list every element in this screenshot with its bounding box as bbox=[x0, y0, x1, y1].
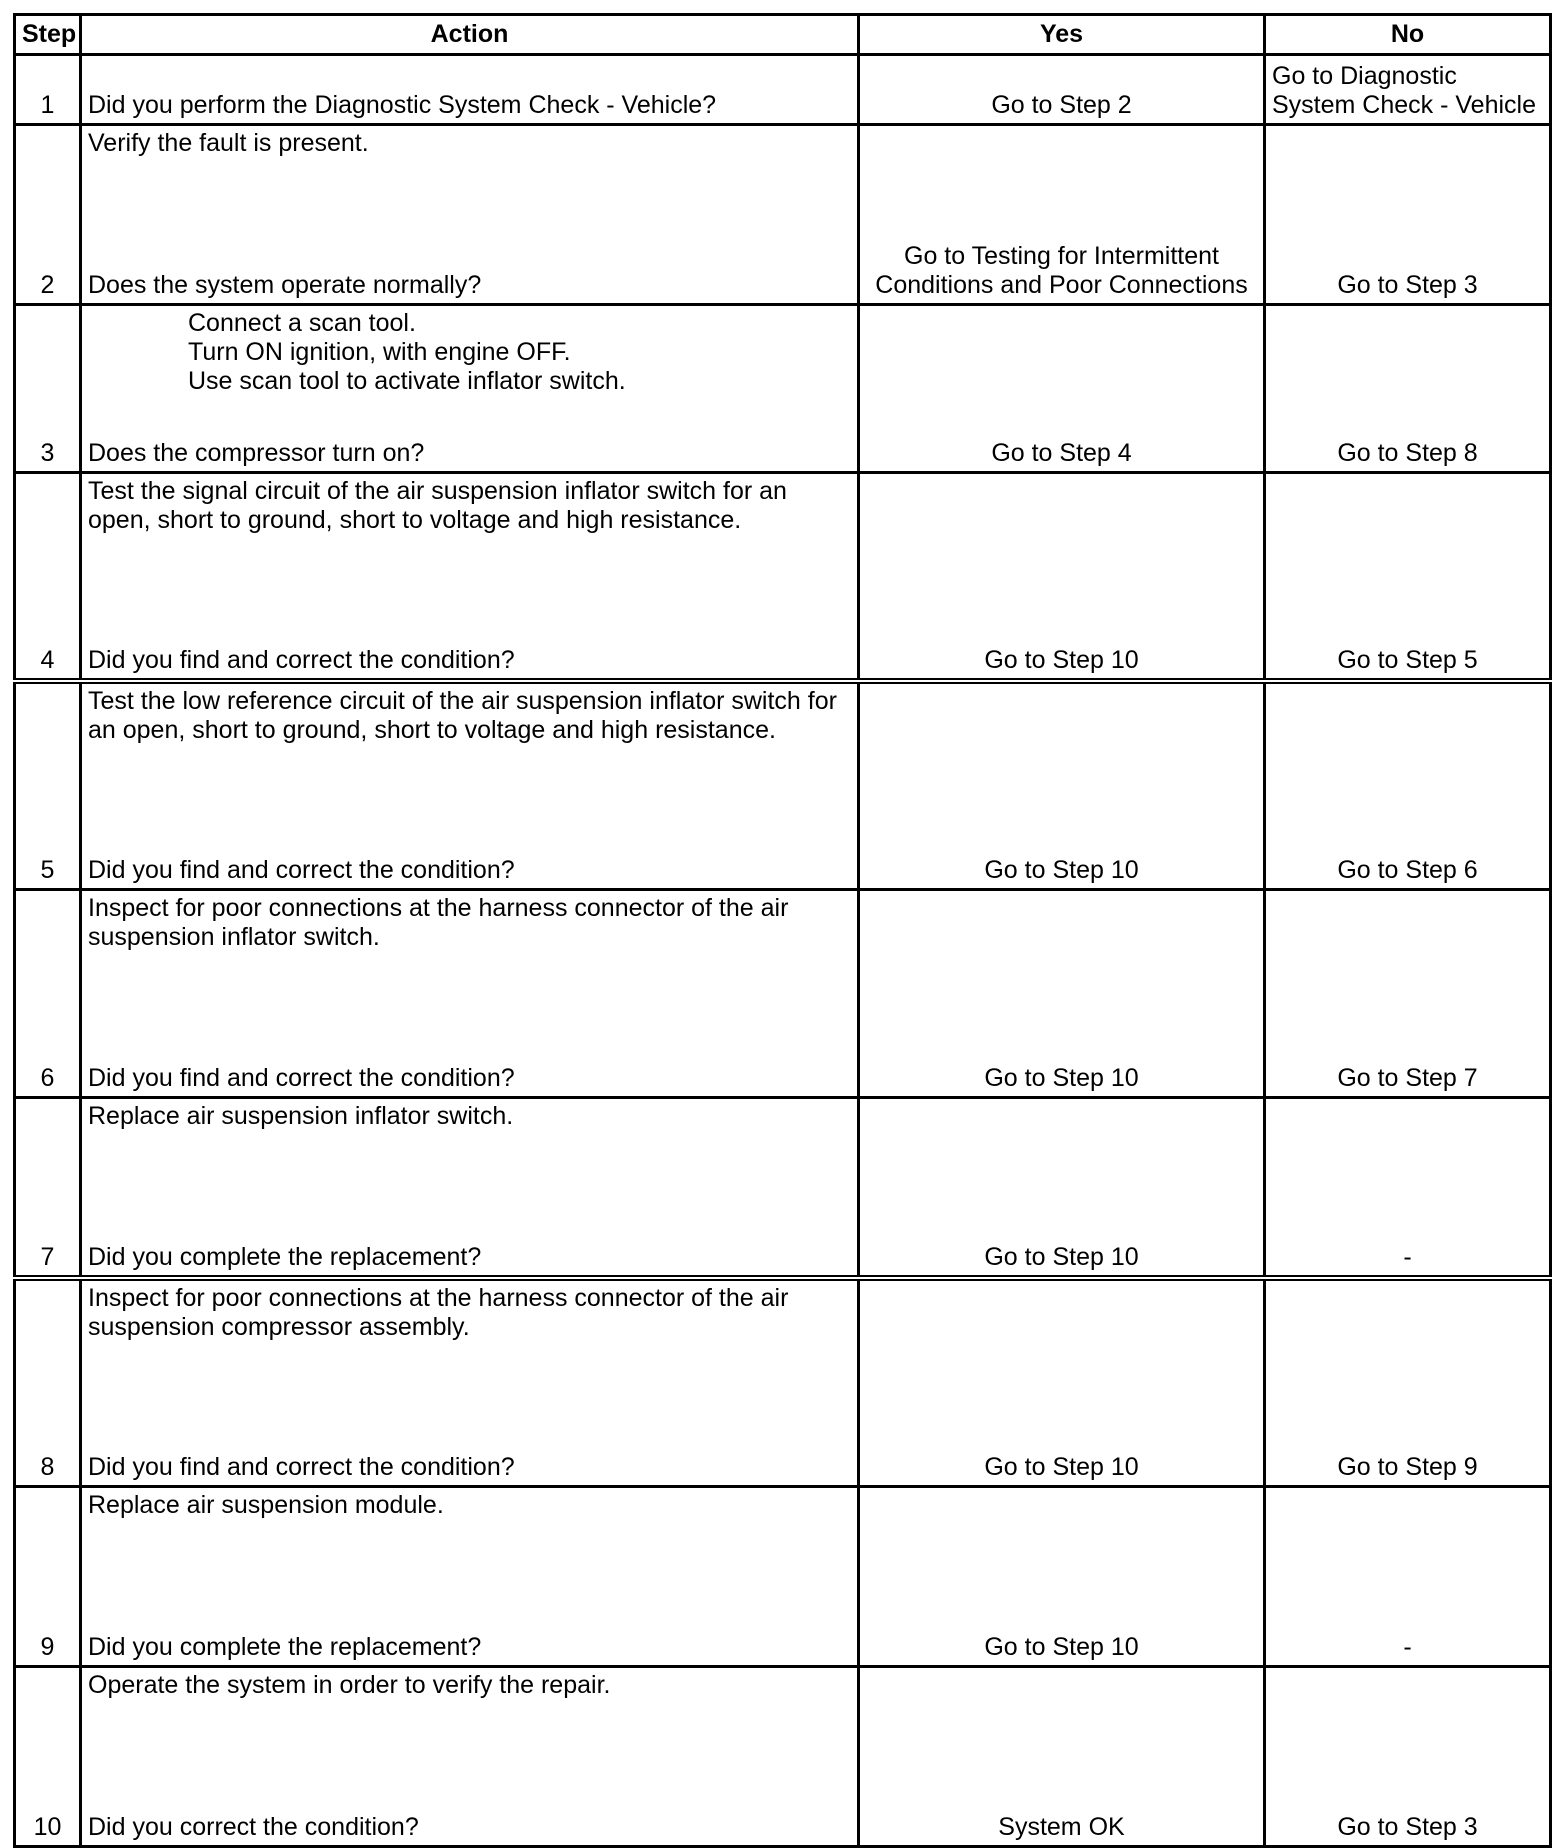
yes-outcome: Go to Step 10 bbox=[859, 1098, 1265, 1279]
action-instruction: Operate the system in order to verify the repair. bbox=[88, 1671, 611, 1699]
no-outcome: Go to Step 3 bbox=[1265, 125, 1551, 305]
action-question: Did you complete the replacement? bbox=[88, 1243, 482, 1271]
action-question: Did you complete the replacement? bbox=[88, 1633, 482, 1661]
action-instruction: Replace air suspension inflator switch. bbox=[88, 1102, 514, 1130]
step-number: 1 bbox=[15, 55, 81, 125]
yes-outcome: Go to Step 10 bbox=[859, 1487, 1265, 1667]
table-row bbox=[15, 473, 1551, 682]
action-cell bbox=[81, 1487, 859, 1667]
table-row bbox=[15, 1278, 1551, 1487]
step-number: 9 bbox=[15, 1487, 81, 1667]
no-outcome: Go to Diagnostic System Check - Vehicle bbox=[1265, 55, 1551, 125]
step-number: 2 bbox=[15, 125, 81, 305]
action-question: Did you find and correct the condition? bbox=[88, 646, 515, 674]
no-outcome: - bbox=[1265, 1487, 1551, 1667]
step-number: 10 bbox=[15, 1667, 81, 1847]
yes-outcome: Go to Testing for Intermittent Conditions and Poor Connections bbox=[859, 125, 1265, 305]
action-question: Did you find and correct the condition? bbox=[88, 856, 515, 884]
action-cell bbox=[81, 305, 859, 473]
action-instruction: Inspect for poor connections at the harness connector of the air suspension inflator switch. bbox=[88, 894, 796, 951]
header-yes: Yes bbox=[859, 15, 1265, 55]
table-row bbox=[15, 1487, 1551, 1667]
action-instruction: Verify the fault is present. bbox=[88, 129, 369, 157]
action-question: Did you find and correct the condition? bbox=[88, 1453, 515, 1481]
action-cell bbox=[81, 125, 859, 305]
header-step: Step bbox=[15, 15, 81, 55]
no-outcome: Go to Step 7 bbox=[1265, 890, 1551, 1098]
step-number: 8 bbox=[15, 1278, 81, 1487]
action-cell bbox=[81, 473, 859, 682]
no-outcome: Go to Step 8 bbox=[1265, 305, 1551, 473]
table-row bbox=[15, 55, 1551, 125]
header-row bbox=[15, 15, 1551, 55]
table-row bbox=[15, 305, 1551, 473]
yes-outcome: Go to Step 10 bbox=[859, 890, 1265, 1098]
yes-outcome: Go to Step 10 bbox=[859, 473, 1265, 682]
yes-outcome: System OK bbox=[859, 1667, 1265, 1847]
action-instruction: Did you perform the Diagnostic System Check - Vehicle? bbox=[88, 91, 717, 119]
table-row bbox=[15, 1667, 1551, 1847]
table-row bbox=[15, 890, 1551, 1098]
action-instruction: Connect a scan tool. Turn ON ignition, with engine OFF. Use scan tool to activate inflator switch. bbox=[188, 309, 626, 395]
action-cell bbox=[81, 890, 859, 1098]
table-row bbox=[15, 1098, 1551, 1279]
action-cell bbox=[81, 55, 859, 125]
action-question: Does the system operate normally? bbox=[88, 271, 482, 299]
action-instruction: Inspect for poor connections at the harness connector of the air suspension compressor assembly. bbox=[88, 1284, 796, 1341]
action-instruction: Test the low reference circuit of the air suspension inflator switch for an open, short to ground, short to voltage and high resistance. bbox=[88, 687, 844, 744]
table-row bbox=[15, 125, 1551, 305]
no-outcome: Go to Step 5 bbox=[1265, 473, 1551, 682]
no-outcome: Go to Step 3 bbox=[1265, 1667, 1551, 1847]
action-cell bbox=[81, 1278, 859, 1487]
no-outcome: Go to Step 9 bbox=[1265, 1278, 1551, 1487]
header-action: Action bbox=[81, 15, 859, 55]
header-no: No bbox=[1265, 15, 1551, 55]
action-question: Did you correct the condition? bbox=[88, 1813, 419, 1841]
yes-outcome: Go to Step 10 bbox=[859, 1278, 1265, 1487]
action-cell bbox=[81, 1098, 859, 1279]
action-question: Did you find and correct the condition? bbox=[88, 1064, 515, 1092]
step-number: 3 bbox=[15, 305, 81, 473]
step-number: 4 bbox=[15, 473, 81, 682]
action-instruction: Replace air suspension module. bbox=[88, 1491, 444, 1519]
diagnostic-table bbox=[13, 13, 1552, 1848]
action-question: Does the compressor turn on? bbox=[88, 439, 425, 467]
action-cell bbox=[81, 1667, 859, 1847]
yes-outcome: Go to Step 4 bbox=[859, 305, 1265, 473]
no-outcome: - bbox=[1265, 1098, 1551, 1279]
yes-outcome: Go to Step 10 bbox=[859, 681, 1265, 890]
yes-outcome: Go to Step 2 bbox=[859, 55, 1265, 125]
action-instruction: Test the signal circuit of the air suspension inflator switch for an open, short to ground, short to voltage and high resistance. bbox=[88, 477, 794, 534]
no-outcome: Go to Step 6 bbox=[1265, 681, 1551, 890]
action-cell bbox=[81, 681, 859, 890]
table-row bbox=[15, 681, 1551, 890]
step-number: 5 bbox=[15, 681, 81, 890]
step-number: 6 bbox=[15, 890, 81, 1098]
step-number: 7 bbox=[15, 1098, 81, 1279]
